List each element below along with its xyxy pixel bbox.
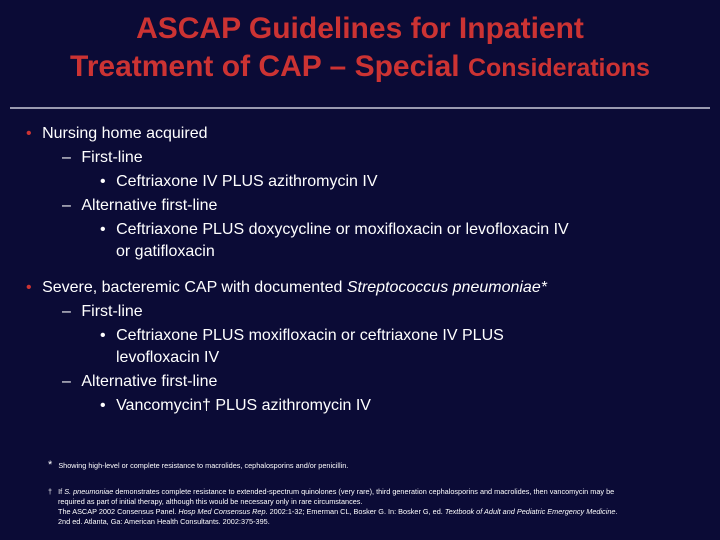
title-line-2-small: Considerations	[467, 54, 650, 82]
section1-heading-text: Nursing home acquired	[42, 125, 208, 142]
section2-heading-text: Severe, bacteremic CAP with documented	[42, 279, 347, 296]
sub-bullet-icon: •	[100, 173, 106, 190]
footnote-star	[48, 460, 348, 471]
section1-alt-first-line	[62, 196, 217, 216]
section2-first-line-item	[100, 326, 504, 346]
section1-first-line-item-text: Ceftriaxone IV PLUS azithromycin IV	[116, 173, 378, 190]
section2-alt-item	[100, 396, 371, 416]
ref-part-d: Textbook of Adult and Pediatric Emergency Medicine	[444, 507, 616, 516]
title-line-2-main: Treatment of CAP – Special	[70, 50, 460, 83]
ref-part-e: .	[615, 507, 618, 516]
section2-heading	[26, 278, 547, 298]
footnote-reference-line2: 2nd ed. Atlanta, Ga: American Health Consultants. 2002:375-395.	[58, 517, 270, 526]
dagger-symbol: †	[48, 487, 53, 496]
footnote-dagger-prefix: If	[58, 487, 65, 496]
section2-first-line	[62, 302, 143, 322]
dash-icon: –	[62, 373, 71, 390]
footnote-dagger-text-1: demonstrates complete resistance to extended-spectrum quinolones (very rare), third generation cephalosporins and macrolides, then vancomycin may be	[113, 487, 615, 496]
dash-icon: –	[62, 149, 71, 166]
bullet-icon: •	[26, 125, 32, 142]
title-divider	[10, 107, 710, 109]
footnote-dagger-italic: S. pneumoniae	[64, 487, 114, 496]
dash-icon: –	[62, 197, 71, 214]
section1-first-line-label: First-line	[81, 149, 143, 166]
section2-alt-first-line	[62, 372, 217, 392]
sub-bullet-icon: •	[100, 221, 106, 238]
section2-heading-italic: Streptococcus pneumoniae*	[346, 279, 547, 296]
section2-first-line-item-line1: Ceftriaxone PLUS moxifloxacin or ceftriaxone IV PLUS	[116, 327, 504, 344]
section1-alt-item-line2: or gatifloxacin	[116, 243, 215, 260]
section2-alt-first-line-label: Alternative first-line	[81, 373, 218, 390]
title-line-1: ASCAP Guidelines for Inpatient	[136, 12, 584, 45]
section2-alt-item-text: Vancomycin† PLUS azithromycin IV	[116, 397, 371, 414]
section1-alt-item-line1: Ceftriaxone PLUS doxycycline or moxifloxacin or levofloxacin IV	[116, 221, 569, 238]
footnote-dagger-line2: required as part of initial therapy, although this would be necessary only in rare circumstances.	[58, 497, 363, 506]
section1-first-line-item	[100, 172, 378, 192]
dash-icon: –	[62, 303, 71, 320]
footnote-star-text: Showing high-level or complete resistance to macrolides, cephalosporins and/or penicillin.	[58, 461, 349, 470]
bullet-icon: •	[26, 279, 32, 296]
asterisk-symbol: *	[48, 459, 53, 471]
sub-bullet-icon: •	[100, 327, 106, 344]
sub-bullet-icon: •	[100, 397, 106, 414]
section2-first-line-label: First-line	[81, 303, 143, 320]
ref-part-b: Hosp Med Consensus Rep	[178, 507, 266, 516]
title-line-2	[0, 48, 720, 87]
slide-title	[0, 10, 720, 87]
section1-alt-item	[100, 220, 569, 240]
ref-part-c: . 2002:1-32; Emerman CL, Bosker G. In: Bosker G, ed.	[265, 507, 445, 516]
section1-alt-first-line-label: Alternative first-line	[81, 197, 218, 214]
section1-heading	[26, 124, 207, 144]
section1-first-line	[62, 148, 143, 168]
ref-part-a: The ASCAP 2002 Consensus Panel.	[58, 507, 179, 516]
section2-first-line-item-line2: levofloxacin IV	[116, 349, 220, 366]
